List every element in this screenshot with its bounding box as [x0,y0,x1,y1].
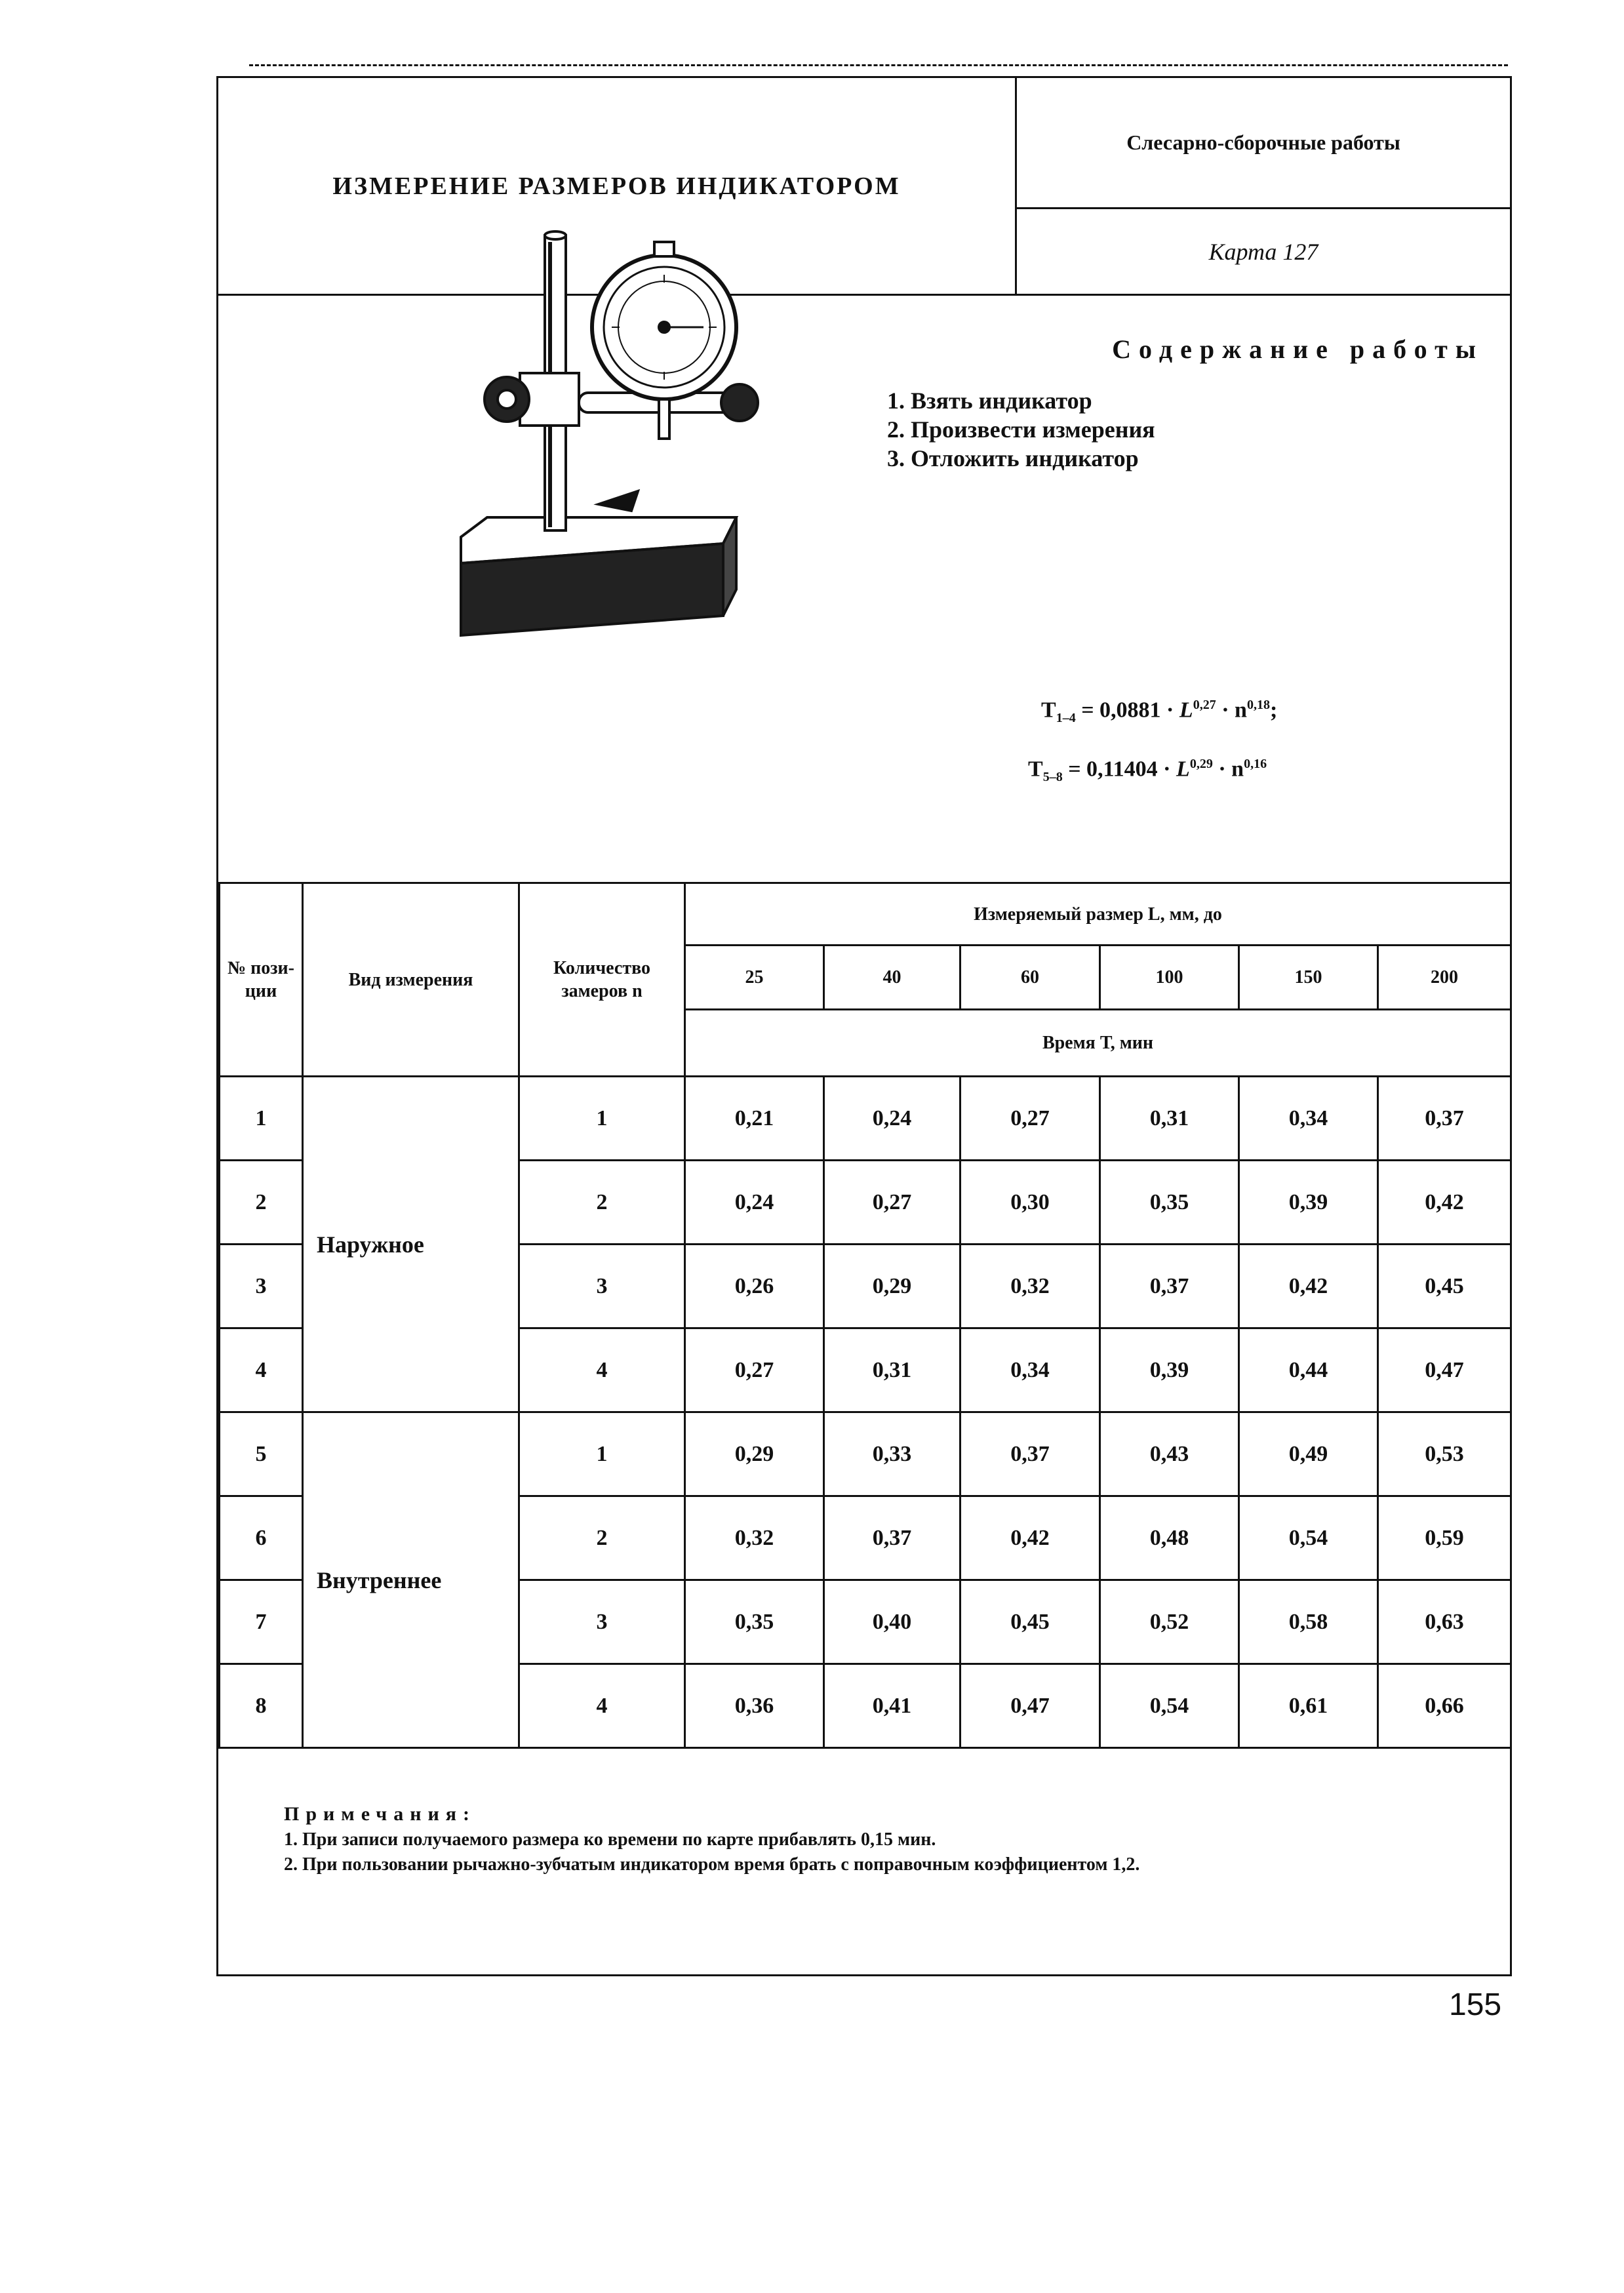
cell-time: 0,63 [1378,1580,1511,1664]
cell-time: 0,59 [1378,1496,1511,1580]
cell-time: 0,21 [685,1077,824,1161]
cell-count: 1 [519,1077,685,1161]
cell-time: 0,54 [1239,1496,1378,1580]
cell-pos: 2 [220,1161,303,1245]
size-header: 200 [1378,946,1511,1010]
cell-time: 0,31 [824,1328,961,1412]
card-title: ИЗМЕРЕНИЕ РАЗМЕРОВ ИНДИКАТОРОМ [218,78,1017,296]
cell-time: 0,36 [685,1664,824,1748]
cell-time: 0,43 [1100,1412,1239,1496]
cell-time: 0,42 [1378,1161,1511,1245]
cell-time: 0,27 [685,1328,824,1412]
cell-time: 0,37 [824,1496,961,1580]
cell-time: 0,27 [961,1077,1100,1161]
cell-pos: 8 [220,1664,303,1748]
work-category: Слесарно-сборочные работы [1017,78,1510,209]
notes-title: Примечания: [284,1803,477,1825]
work-steps-list [887,386,1155,473]
formula-1: $T_{1-4} = 0,0881 \cdot L^{0,27} \cdot n^{0,18}$; [1041,698,1278,726]
cell-kind: Наружное [303,1077,519,1412]
card-number: Карта 127 [1017,209,1510,296]
note-item: 1. При записи получаемого размера ко времени по карте прибавлять 0,15 мин. [284,1829,936,1850]
cell-time: 0,33 [824,1412,961,1496]
cell-time: 0,26 [685,1245,824,1328]
size-header: 150 [1239,946,1378,1010]
cell-time: 0,39 [1239,1161,1378,1245]
notes-block [284,1801,1139,1877]
cell-time: 0,32 [961,1245,1100,1328]
cell-count: 2 [519,1496,685,1580]
col-header-size: Измеряемый размер L, мм, до [685,883,1511,946]
cell-time: 0,48 [1100,1496,1239,1580]
cell-time: 0,27 [824,1161,961,1245]
cell-time: 0,41 [824,1664,961,1748]
table-row [220,1412,1511,1496]
table-row [220,1077,1511,1161]
cell-count: 1 [519,1412,685,1496]
cell-time: 0,24 [824,1077,961,1161]
cell-pos: 6 [220,1496,303,1580]
cell-time: 0,61 [1239,1664,1378,1748]
note-item: 2. При пользовании рычажно-зубчатым индикатором время брать с поправочным коэффициентом 1,2. [284,1854,1140,1875]
cell-count: 3 [519,1580,685,1664]
cell-count: 2 [519,1161,685,1245]
cell-time: 0,45 [961,1580,1100,1664]
cell-time: 0,29 [824,1245,961,1328]
cell-time: 0,45 [1378,1245,1511,1328]
cell-time: 0,44 [1239,1328,1378,1412]
cell-time: 0,52 [1100,1580,1239,1664]
cell-time: 0,37 [1100,1245,1239,1328]
cell-time: 0,40 [824,1580,961,1664]
content-title: Содержание работы [1112,334,1484,364]
cell-time: 0,42 [1239,1245,1378,1328]
cell-time: 0,29 [685,1412,824,1496]
work-step: 1. Взять индикатор [887,388,1092,414]
cell-time: 0,39 [1100,1328,1239,1412]
work-step: 3. Отложить индикатор [887,445,1139,471]
cell-time: 0,53 [1378,1412,1511,1496]
cell-count: 4 [519,1664,685,1748]
time-norm-table [218,882,1512,1749]
size-header: 60 [961,946,1100,1010]
cell-pos: 7 [220,1580,303,1664]
cell-time: 0,35 [685,1580,824,1664]
col-header-position: № пози- ции [220,883,303,1077]
cell-time: 0,42 [961,1496,1100,1580]
dial-indicator-stand-illustration [435,196,881,655]
cell-pos: 3 [220,1245,303,1328]
cell-count: 3 [519,1245,685,1328]
cell-time: 0,54 [1100,1664,1239,1748]
cell-pos: 5 [220,1412,303,1496]
time-header: Время Т, мин [685,1010,1511,1077]
cell-time: 0,34 [961,1328,1100,1412]
cell-time: 0,37 [1378,1077,1511,1161]
cell-kind: Внутреннее [303,1412,519,1748]
cell-time: 0,58 [1239,1580,1378,1664]
cell-time: 0,66 [1378,1664,1511,1748]
cell-count: 4 [519,1328,685,1412]
cell-time: 0,47 [961,1664,1100,1748]
cell-time: 0,24 [685,1161,824,1245]
cell-time: 0,35 [1100,1161,1239,1245]
page-number: 155 [1449,1987,1502,2022]
cell-time: 0,49 [1239,1412,1378,1496]
cell-time: 0,47 [1378,1328,1511,1412]
size-header: 40 [824,946,961,1010]
top-edge-line [249,64,1508,66]
cell-time: 0,37 [961,1412,1100,1496]
cell-time: 0,30 [961,1161,1100,1245]
size-header: 25 [685,946,824,1010]
cell-time: 0,31 [1100,1077,1239,1161]
col-header-kind: Вид измерения [303,883,519,1077]
cell-pos: 1 [220,1077,303,1161]
col-header-count: Количество замеров n [519,883,685,1077]
cell-pos: 4 [220,1328,303,1412]
cell-time: 0,32 [685,1496,824,1580]
formula-2: $T_{5-8} = 0,11404 \cdot L^{0,29} \cdot n^{0,16}$ [1028,757,1267,785]
process-card [216,76,1512,1976]
work-step: 2. Произвести измерения [887,416,1155,443]
size-header: 100 [1100,946,1239,1010]
cell-time: 0,34 [1239,1077,1378,1161]
